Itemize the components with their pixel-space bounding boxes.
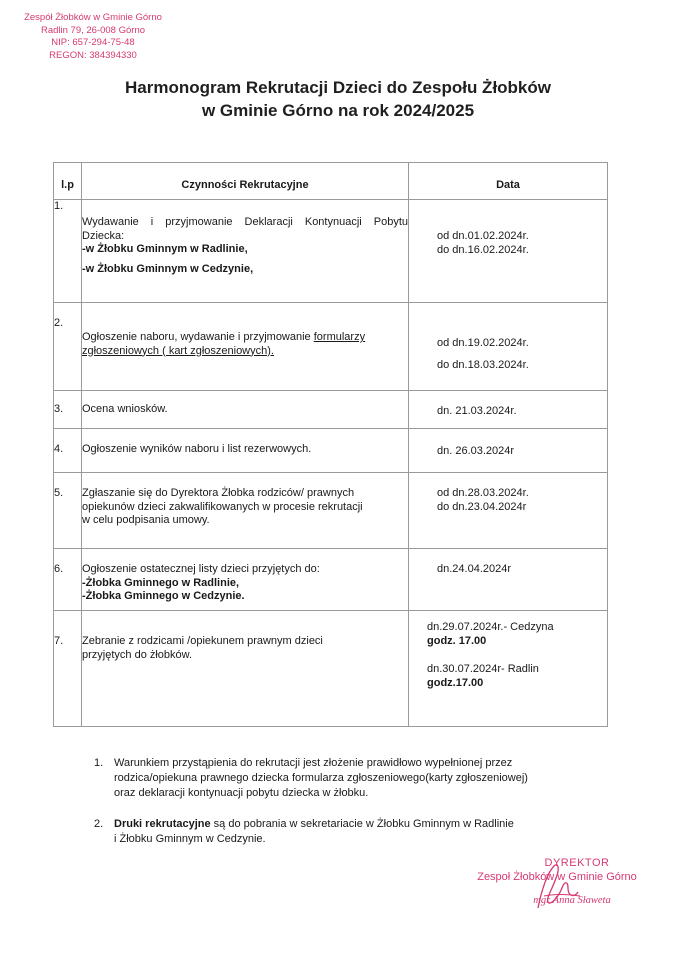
- activity-line-bold: -Żłobka Gminnego w Cedzynie.: [82, 590, 245, 602]
- notes-list: [94, 756, 614, 857]
- row-activity: [82, 473, 409, 549]
- table-row: [54, 303, 608, 391]
- stamp-line-name: Zespół Żłobków w Gminie Górno: [24, 12, 162, 23]
- date-line: dn. 21.03.2024r.: [437, 405, 517, 417]
- activity-line: Ocena wniosków.: [82, 403, 168, 415]
- table-header-row: [54, 163, 608, 200]
- note-number: 2.: [94, 818, 104, 830]
- activity-line: Ogłoszenie wyników naboru i list rezerwowych.: [82, 443, 312, 455]
- row-activity: [82, 200, 409, 303]
- row-number: 3.: [54, 391, 82, 429]
- row-activity: [82, 391, 409, 429]
- date-time-bold: godz. 17.00: [427, 634, 487, 647]
- stamp-line-regon: REGON: 384394330: [49, 49, 137, 61]
- header-lp: l.p: [54, 163, 82, 200]
- date-line: dn. 26.03.2024r: [437, 445, 515, 457]
- table-row: [54, 549, 608, 611]
- note-item: [94, 756, 614, 801]
- stamp-line-address: Radlin 79, 26-008 Górno: [40, 24, 146, 36]
- note-line: i Żłobku Gminnym w Cedzynie.: [114, 833, 266, 845]
- note-bold-lead: Druki rekrutacyjne: [114, 818, 211, 830]
- date-time-bold: godz.17.00: [427, 676, 484, 689]
- activity-line: Zgłaszanie się do Dyrektora Żłobka rodziców/ prawnych: [82, 487, 355, 499]
- activity-line: Wydawanie i przyjmowanie Deklaracji Kontynuacji Pobytu Dziecka:: [82, 216, 408, 242]
- note-item: [94, 817, 614, 847]
- note-lead-rest: są do pobrania w sekretariacie w Żłobku Gminnym w Radlinie: [210, 818, 514, 830]
- stamp-line-nip: NIP: 657-294-75-48: [51, 37, 135, 48]
- signature-block: [462, 856, 652, 908]
- row-date: [409, 429, 608, 473]
- table-row: [54, 391, 608, 429]
- row-number: 2.: [54, 303, 82, 391]
- header-date: Data: [409, 163, 608, 200]
- table-row: [54, 429, 608, 473]
- row-activity: [82, 549, 409, 611]
- date-line: od dn.28.03.2024r.: [437, 487, 529, 499]
- row-date: [409, 391, 608, 429]
- row-number: 1.: [54, 200, 82, 303]
- date-line: dn.24.04.2024r: [437, 563, 512, 575]
- activity-line: Ogłoszenie naboru, wydawanie i przyjmowanie formularzy: [82, 331, 366, 343]
- activity-line-bold: -w Żłobku Gminnym w Radlinie,: [82, 243, 248, 255]
- table-row: [54, 200, 608, 303]
- activity-line-bold: -w Żłobku Gminnym w Cedzynie,: [82, 262, 254, 275]
- note-line: rodzica/opiekuna prawnego dziecka formularza zgłoszeniowego(karty zgłoszeniowej): [114, 772, 528, 784]
- row-number: 4.: [54, 429, 82, 473]
- row-activity: [82, 429, 409, 473]
- activity-line: opiekunów dzieci zakwalifikowanych w procesie rekrutacji: [82, 500, 363, 513]
- signature-organization: Zespoł Żłobków w Gminie Górno: [477, 871, 637, 883]
- note-line: [114, 817, 614, 832]
- row-activity: [82, 303, 409, 391]
- date-line: do dn.23.04.2024r: [437, 500, 527, 513]
- row-number: 6.: [54, 549, 82, 611]
- row-date: [409, 549, 608, 611]
- table-row: [54, 611, 608, 727]
- date-line: do dn.18.03.2024r.: [437, 358, 529, 371]
- row-date: [409, 473, 608, 549]
- activity-line-underlined: zgłoszeniowych ( kart zgłoszeniowych).: [82, 344, 274, 357]
- document-title: [40, 76, 636, 122]
- note-line: Warunkiem przystąpienia do rekrutacji jest złożenie prawidłowo wypełnionej przez: [114, 757, 513, 769]
- row-date: [409, 611, 608, 727]
- row-date: [409, 200, 608, 303]
- date-line: do dn.16.02.2024r.: [437, 243, 529, 256]
- title-line-1: Harmonogram Rekrutacji Dzieci do Zespołu Żłobków: [124, 78, 551, 97]
- signature-role: DYREKTOR: [544, 857, 610, 869]
- table-row: [54, 473, 608, 549]
- note-number: 1.: [94, 757, 104, 769]
- activity-line: Ogłoszenie ostatecznej listy dzieci przyjętych do:: [82, 563, 320, 575]
- date-line: od dn.01.02.2024r.: [437, 230, 529, 242]
- note-line: oraz deklaracji kontynuacji pobytu dziecka w żłobku.: [114, 787, 369, 799]
- date-line: od dn.19.02.2024r.: [437, 337, 529, 349]
- date-line: dn.29.07.2024r.- Cedzyna: [427, 621, 554, 633]
- schedule-table: [53, 162, 608, 727]
- underlined-text: formularzy: [313, 331, 366, 343]
- row-date: [409, 303, 608, 391]
- institution-stamp: [8, 12, 178, 62]
- activity-line: Zebranie z rodzicami /opiekunem prawnym dzieci: [82, 635, 323, 647]
- activity-line: w celu podpisania umowy.: [82, 514, 210, 526]
- row-activity: [82, 611, 409, 727]
- activity-line: przyjętych do żłobków.: [82, 648, 193, 661]
- activity-line-bold: -Żłobka Gminnego w Radlinie,: [82, 576, 240, 589]
- signature-name: mgr Anna Sławeta: [533, 895, 611, 906]
- row-number: 5.: [54, 473, 82, 549]
- title-line-2: w Gminie Górno na rok 2024/2025: [201, 101, 475, 120]
- header-activity: Czynności Rekrutacyjne: [82, 163, 409, 200]
- date-line: dn.30.07.2024r- Radlin: [427, 663, 539, 675]
- row-number: 7.: [54, 611, 82, 727]
